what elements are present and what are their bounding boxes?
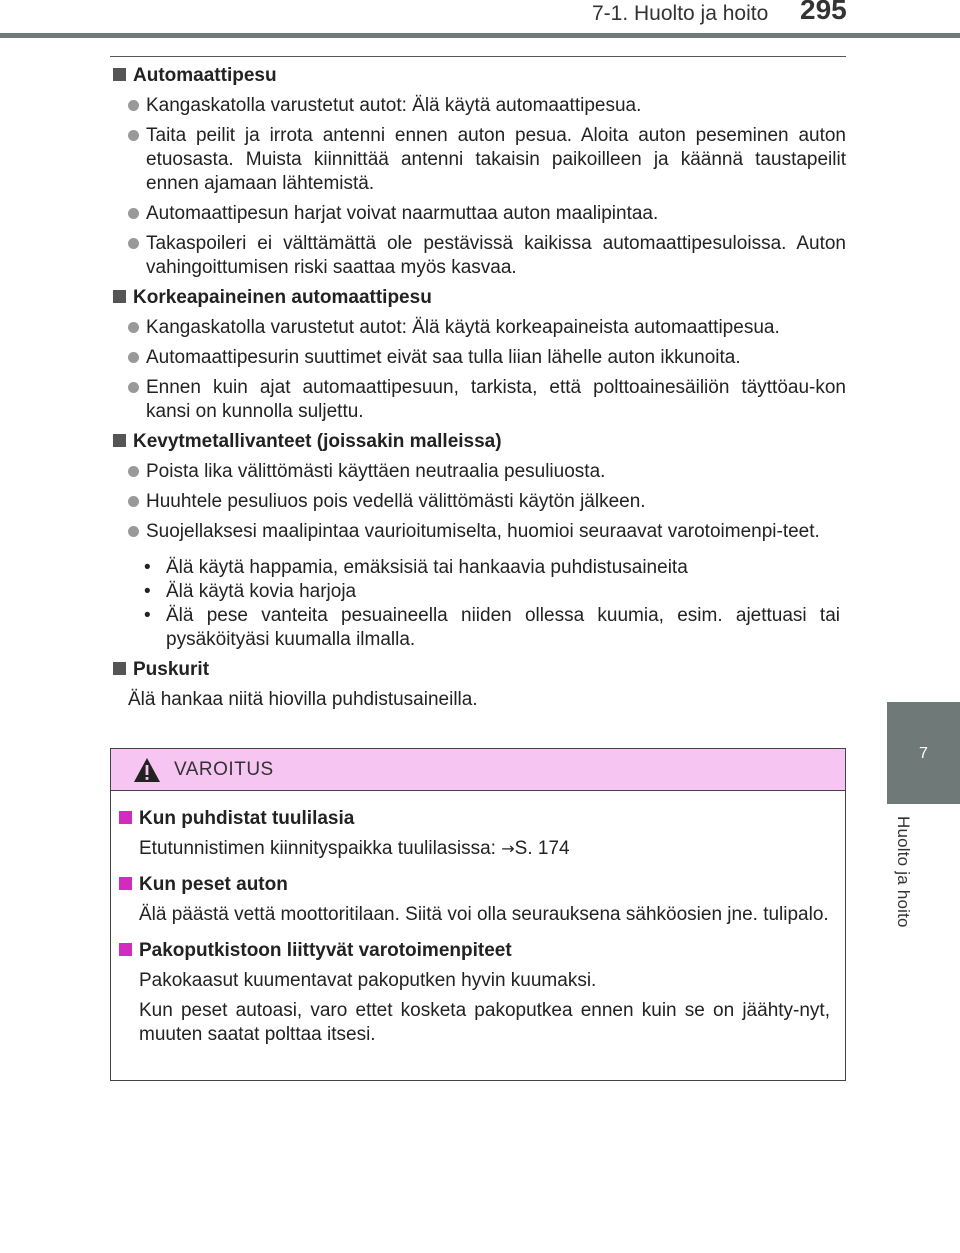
warning-title: VAROITUS: [174, 759, 274, 780]
section-heading: [110, 658, 846, 682]
warning-item-text: [139, 837, 830, 861]
circle-bullet-icon: [128, 496, 139, 507]
list-item: Automaattipesun harjat voivat naarmuttaa auton maalipintaa.: [110, 202, 846, 226]
section-heading: [110, 430, 846, 454]
warning-item-text: Älä päästä vettä moottoritilaan. Siitä voi olla seurauksena sähköosien jne. tulipalo.: [139, 904, 829, 925]
page-number: 295: [800, 0, 847, 25]
square-bullet-icon: [113, 68, 126, 81]
circle-bullet-icon: [128, 322, 139, 333]
warning-header: [111, 749, 845, 791]
reference-text: Etutunnistimen kiinnityspaikka tuulilasissa:: [139, 838, 502, 859]
circle-bullet-icon: [128, 352, 139, 363]
small-bullet-icon: •: [144, 605, 151, 626]
small-bullet-icon: •: [144, 557, 151, 578]
warning-item-heading: [117, 807, 830, 831]
section-title: Korkeapaineinen automaattipesu: [133, 287, 432, 308]
circle-bullet-icon: [128, 130, 139, 141]
circle-bullet-icon: [128, 100, 139, 111]
list-item: Automaattipesurin suuttimet eivät saa tulla liian lähelle auton ikkunoita.: [110, 346, 846, 370]
sub-list-item: • Älä käytä kovia harjoja: [144, 581, 357, 602]
square-bullet-icon: [113, 434, 126, 447]
sub-list-item: • Älä käytä happamia, emäksisiä tai hankaavia puhdistusaineita: [144, 557, 688, 578]
list-item: Kangaskatolla varustetut autot: Älä käytä korkeapaineista automaattipesua.: [110, 316, 846, 340]
section-heading: [110, 286, 846, 310]
header-band: [0, 33, 960, 38]
warning-item-title: Kun peset auton: [139, 874, 288, 895]
header-section-title: 7-1. Huolto ja hoito: [592, 2, 769, 25]
warning-body: [111, 791, 845, 1047]
main-content: [110, 64, 846, 718]
sub-list-item: • Älä pese vanteita pesuaineella niiden ollessa kuumia, esim. ajettuasi tai pysäköityäsi kuumalla ilmalla.: [144, 605, 840, 650]
list-item: Poista lika välittömästi käyttäen neutraalia pesuliuosta.: [110, 460, 846, 484]
square-bullet-icon: [113, 290, 126, 303]
list-item-text: Suojellaksesi maalipintaa vaurioitumiselta, huomioi seuraavat varotoimenpi-teet.: [146, 521, 820, 542]
section-title: Automaattipesu: [133, 65, 277, 86]
warning-item-heading: [117, 939, 830, 963]
section-text: Älä hankaa niitä hiovilla puhdistusaineilla.: [128, 689, 478, 710]
top-rule: [110, 56, 846, 57]
warning-box: [110, 748, 846, 1081]
warning-item-text: Pakokaasut kuumentavat pakoputken hyvin kuumaksi.: [139, 970, 597, 991]
circle-bullet-icon: [128, 238, 139, 249]
list-item: Huuhtele pesuliuos pois vedellä välittömästi käytön jälkeen.: [110, 490, 846, 514]
list-item: Ennen kuin ajat automaattipesuun, tarkista, että polttoainesäiliön täyttöau-kon kansi on kunnolla suljettu.: [110, 376, 846, 424]
warning-item-title: Pakoputkistoon liittyvät varotoimenpiteet: [139, 940, 512, 961]
list-item: [110, 520, 846, 550]
circle-bullet-icon: [128, 208, 139, 219]
square-bullet-icon: [119, 943, 132, 956]
circle-bullet-icon: [128, 526, 139, 537]
warning-item-title: Kun puhdistat tuulilasia: [139, 808, 355, 829]
chapter-tab-number: 7: [919, 745, 928, 762]
square-bullet-icon: [119, 877, 132, 890]
section-heading: [110, 64, 846, 88]
square-bullet-icon: [113, 662, 126, 675]
small-bullet-icon: •: [144, 581, 151, 602]
warning-triangle-icon: [133, 757, 161, 788]
warning-item-text: Kun peset autoasi, varo ettet kosketa pakoputkea ennen kuin se on jäähty-nyt, muuten saatat polttaa itsesi.: [139, 1000, 830, 1045]
square-bullet-icon: [119, 811, 132, 824]
page-reference-link[interactable]: S. 174: [514, 838, 570, 859]
sub-list-container: [110, 556, 846, 652]
list-item: Taita peilit ja irrota antenni ennen auton pesua. Aloita auton peseminen auton etuosasta. Muista kiinnittää antenni takaisin paikoilleen ja käännä taustapeilit ennen ajamaan lähtemistä.: [110, 124, 846, 196]
list-item: Takaspoileri ei välttämättä ole pestävissä kaikissa automaattipesuloissa. Auton vahingoittumisen riski saattaa myös kasvaa.: [110, 232, 846, 280]
list-item: Kangaskatolla varustetut autot: Älä käytä automaattipesua.: [110, 94, 846, 118]
arrow-right-icon: →: [501, 839, 515, 858]
circle-bullet-icon: [128, 382, 139, 393]
section-title: Kevytmetallivanteet (joissakin malleissa): [133, 431, 502, 452]
section-title: Puskurit: [133, 659, 210, 680]
circle-bullet-icon: [128, 466, 139, 477]
chapter-side-label: Huolto ja hoito: [894, 816, 913, 928]
warning-item-heading: [117, 873, 830, 897]
